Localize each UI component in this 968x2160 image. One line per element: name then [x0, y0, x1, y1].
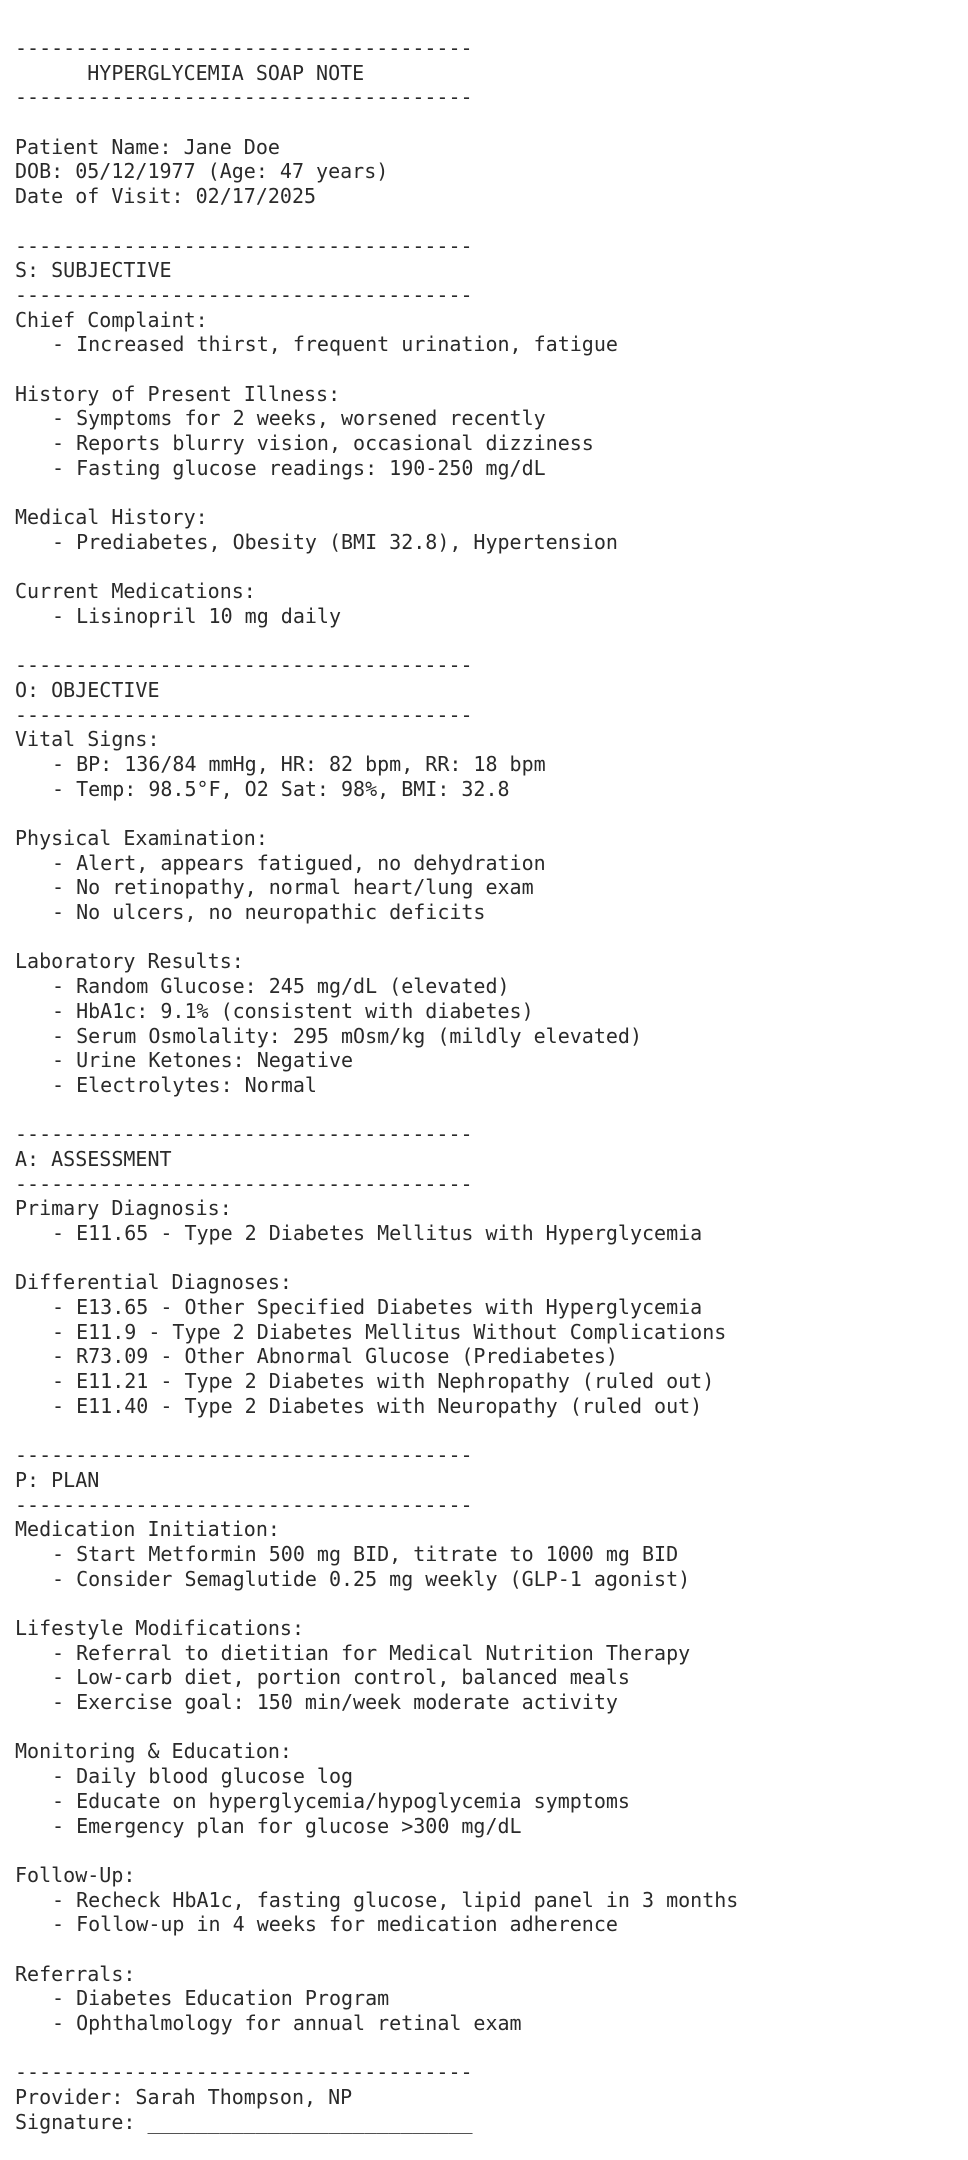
divider: --------------------------------------	[15, 1171, 473, 1196]
soap-note-document	[15, 36, 738, 2134]
visit-date: Date of Visit: 02/17/2025	[15, 184, 317, 209]
divider: --------------------------------------	[15, 85, 473, 110]
list-item: - Alert, appears fatigued, no dehydration	[52, 850, 546, 875]
list-item: - Electrolytes: Normal	[52, 1072, 317, 1097]
list-item: - E11.65 - Type 2 Diabetes Mellitus with Hyperglycemia	[52, 1221, 703, 1245]
divider: --------------------------------------	[15, 233, 473, 258]
field-label: Medication Initiation:	[15, 1517, 280, 1542]
section-heading-objective: O: OBJECTIVE	[15, 677, 160, 702]
list-item: - Fasting glucose readings: 190-250 mg/dL	[52, 455, 546, 480]
section-heading-assessment: A: ASSESSMENT	[15, 1146, 172, 1171]
section-heading-subjective: S: SUBJECTIVE	[15, 258, 172, 283]
divider: --------------------------------------	[15, 653, 473, 678]
field-label: Laboratory Results:	[15, 949, 244, 974]
list-item: - Prediabetes, Obesity (BMI 32.8), Hypertension	[52, 529, 618, 554]
field-label: Primary Diagnosis:	[15, 1196, 232, 1221]
section-heading-plan: P: PLAN	[15, 1467, 100, 1492]
list-item: - Low-carb diet, portion control, balanced meals	[52, 1665, 630, 1690]
list-item: - Reports blurry vision, occasional dizziness	[52, 431, 594, 455]
list-item: - HbA1c: 9.1% (consistent with diabetes)	[52, 998, 534, 1023]
field-label: Medical History:	[15, 505, 208, 530]
list-item: - Consider Semaglutide 0.25 mg weekly (GLP-1 agonist)	[52, 1566, 691, 1591]
field-label: Physical Examination:	[15, 826, 268, 850]
provider-name: Provider: Sarah Thompson, NP	[15, 2085, 353, 2110]
field-label: Chief Complaint:	[15, 307, 208, 332]
list-item: - BP: 136/84 mmHg, HR: 82 bpm, RR: 18 bpm	[52, 751, 546, 776]
field-label: Follow-Up:	[15, 1862, 136, 1887]
list-item: - Daily blood glucose log	[52, 1764, 354, 1789]
document-title: HYPERGLYCEMIA SOAP NOTE	[15, 60, 365, 85]
signature-line: Signature: ___________________________	[15, 2109, 473, 2134]
list-item: - Serum Osmolality: 295 mOsm/kg (mildly elevated)	[52, 1023, 643, 1048]
list-item: - Increased thirst, frequent urination, fatigue	[52, 332, 618, 357]
list-item: - No ulcers, no neuropathic deficits	[52, 900, 486, 925]
list-item: - Referral to dietitian for Medical Nutrition Therapy	[52, 1640, 691, 1665]
divider: --------------------------------------	[15, 1492, 473, 1517]
list-item: - No retinopathy, normal heart/lung exam	[52, 875, 534, 900]
field-label: History of Present Illness:	[15, 381, 341, 406]
list-item: - Educate on hyperglycemia/hypoglycemia symptoms	[52, 1788, 630, 1813]
divider: --------------------------------------	[15, 2060, 473, 2085]
list-item: - Lisinopril 10 mg daily	[52, 603, 341, 628]
field-label: Monitoring & Education:	[15, 1739, 292, 1764]
divider: --------------------------------------	[15, 702, 473, 727]
list-item: - E11.9 - Type 2 Diabetes Mellitus Without Complications	[52, 1319, 727, 1344]
divider: --------------------------------------	[15, 1122, 473, 1147]
divider: --------------------------------------	[15, 1443, 473, 1468]
list-item: - Urine Ketones: Negative	[52, 1048, 354, 1073]
list-item: - E11.40 - Type 2 Diabetes with Neuropathy (ruled out)	[52, 1393, 703, 1418]
patient-name: Patient Name: Jane Doe	[15, 134, 280, 159]
field-label: Lifestyle Modifications:	[15, 1616, 304, 1640]
list-item: - Follow-up in 4 weeks for medication adherence	[52, 1912, 618, 1937]
list-item: - Diabetes Education Program	[52, 1986, 390, 2011]
list-item: - Start Metformin 500 mg BID, titrate to 1000 mg BID	[52, 1541, 679, 1566]
divider: --------------------------------------	[15, 36, 473, 60]
field-label: Current Medications:	[15, 579, 256, 604]
field-label: Vital Signs:	[15, 727, 160, 752]
list-item: - Temp: 98.5°F, O2 Sat: 98%, BMI: 32.8	[52, 776, 510, 801]
list-item: - E13.65 - Other Specified Diabetes with Hyperglycemia	[52, 1295, 703, 1320]
list-item: - Random Glucose: 245 mg/dL (elevated)	[52, 974, 510, 999]
field-label: Referrals:	[15, 1961, 136, 1986]
divider: --------------------------------------	[15, 282, 473, 307]
list-item: - Ophthalmology for annual retinal exam	[52, 2011, 522, 2035]
list-item: - Symptoms for 2 weeks, worsened recently	[52, 406, 546, 431]
list-item: - Recheck HbA1c, fasting glucose, lipid panel in 3 months	[52, 1887, 739, 1912]
list-item: - Exercise goal: 150 min/week moderate activity	[52, 1690, 618, 1715]
patient-dob: DOB: 05/12/1977 (Age: 47 years)	[15, 159, 389, 184]
list-item: - E11.21 - Type 2 Diabetes with Nephropathy (ruled out)	[52, 1369, 715, 1394]
list-item: - Emergency plan for glucose >300 mg/dL	[52, 1813, 522, 1838]
list-item: - R73.09 - Other Abnormal Glucose (Prediabetes)	[52, 1344, 618, 1369]
field-label: Differential Diagnoses:	[15, 1270, 292, 1295]
